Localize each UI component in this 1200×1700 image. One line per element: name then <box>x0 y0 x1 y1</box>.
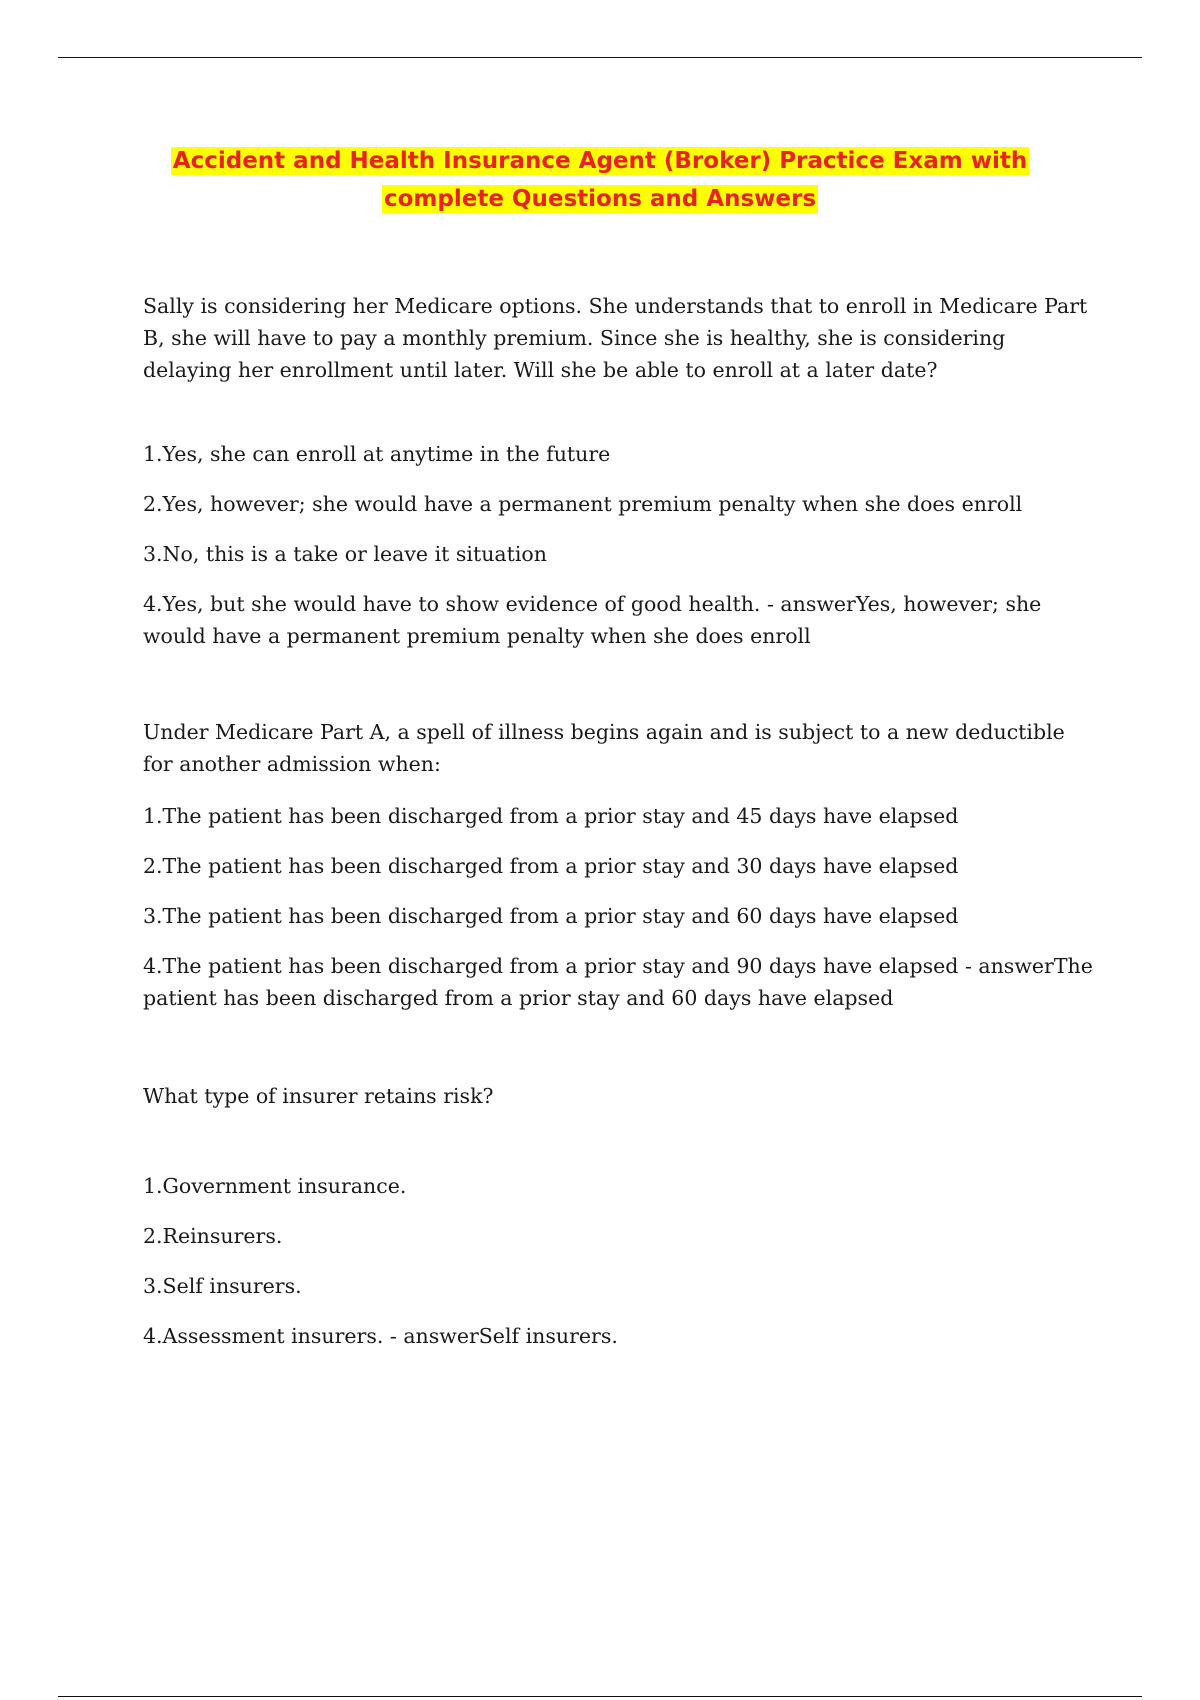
option-4: 4.Yes, but she would have to show evidence of good health. <box>143 592 761 616</box>
option-4-with-answer <box>143 950 1093 1014</box>
answer-prefix: - answer <box>389 1324 479 1348</box>
option-4: 4.The patient has been discharged from a prior stay and 90 days have elapsed <box>143 954 959 978</box>
option-3: 3.No, this is a take or leave it situation <box>143 542 547 566</box>
option-4-with-answer <box>143 1320 1093 1352</box>
option-1: 1.Yes, she can enroll at anytime in the future <box>143 442 611 466</box>
top-rule <box>58 57 1142 58</box>
option-2: 2.The patient has been discharged from a prior stay and 30 days have elapsed <box>143 854 959 878</box>
title-line-1: Accident and Health Insurance Agent (Broker) Practice Exam with <box>172 148 1028 174</box>
answer-text: The patient has been discharged from a prior stay and 60 days have elapsed <box>143 954 1093 1010</box>
option-2: 2.Yes, however; she would have a permanent premium penalty when she does enroll <box>143 492 1023 516</box>
option-3: 3.The patient has been discharged from a prior stay and 60 days have elapsed <box>143 904 959 928</box>
question-text: What type of insurer retains risk? <box>143 1084 494 1108</box>
question-block-3 <box>143 1080 1093 1352</box>
option-3: 3.Self insurers. <box>143 1274 302 1298</box>
question-text: Under Medicare Part A, a spell of illness begins again and is subject to a new deductible for another admission when: <box>143 720 1065 776</box>
option-4-with-answer <box>143 588 1093 652</box>
exam-content <box>143 290 1093 1352</box>
question-block-2 <box>143 716 1093 1014</box>
document-title <box>100 142 1100 218</box>
option-1: 1.The patient has been discharged from a prior stay and 45 days have elapsed <box>143 804 959 828</box>
option-4: 4.Assessment insurers. <box>143 1324 384 1348</box>
title-line-2: complete Questions and Answers <box>383 186 817 212</box>
question-text: Sally is considering her Medicare options. She understands that to enroll in Medicare Part B, she will have to pay a monthly premium. Since she is healthy, she is considering delaying her enrollment until later. Will she be able to enroll at a later date? <box>143 294 1088 382</box>
answer-prefix: - answer <box>964 954 1054 978</box>
option-2: 2.Reinsurers. <box>143 1224 283 1248</box>
bottom-rule <box>58 1696 1142 1697</box>
answer-prefix: - answer <box>766 592 856 616</box>
question-block-1 <box>143 290 1093 652</box>
answer-text: Self insurers. <box>478 1324 618 1348</box>
option-1: 1.Government insurance. <box>143 1174 407 1198</box>
answer-text: Yes, however; she would have a permanent premium penalty when she does enroll <box>143 592 1042 648</box>
